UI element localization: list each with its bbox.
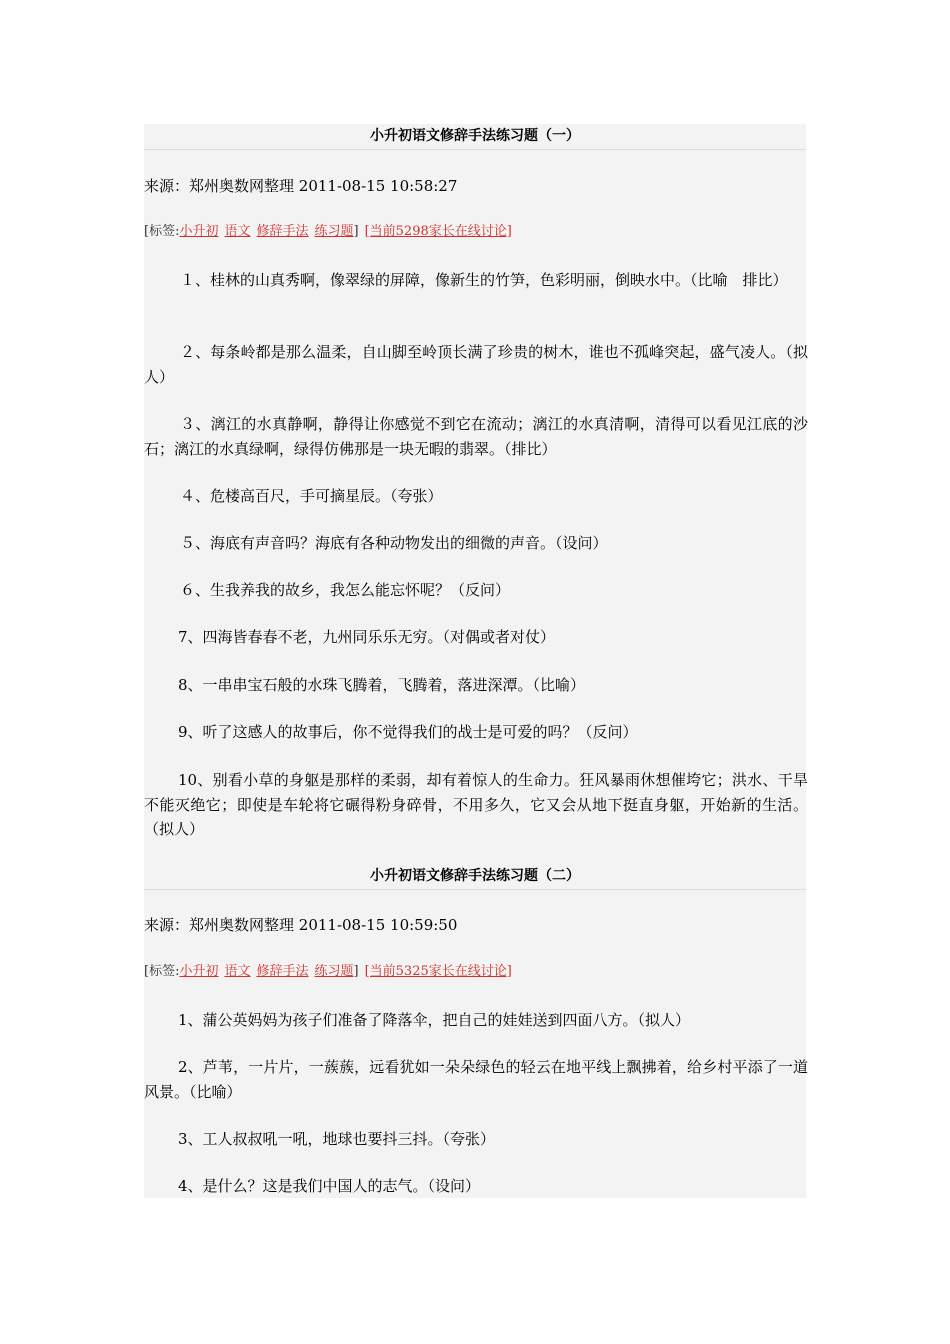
tag-link[interactable]: 小升初 <box>179 224 219 239</box>
section2-source: 来源：郑州奥数网整理 2011-08-15 10:59:50 <box>144 916 458 934</box>
exercise-item: 1、蒲公英妈妈为孩子们准备了降落伞，把自己的娃娃送到四面八方。（拟人） <box>178 1011 691 1029</box>
exercise-item: 9、听了这感人的故事后，你不觉得我们的战士是可爱的吗？（反问） <box>178 723 638 741</box>
exercise-item: 8、一串串宝石般的水珠飞腾着，飞腾着，落进深潭。（比喻） <box>178 676 586 694</box>
section1-tags <box>144 223 512 241</box>
exercise-item: ５、海底有声音吗？海底有各种动物发出的细微的声音。（设问） <box>180 534 608 552</box>
tag-link[interactable]: 练习题 <box>314 964 354 979</box>
section2-title: 小升初语文修辞手法练习题（二） <box>144 864 806 890</box>
exercise-item: １、桂林的山真秀啊，像翠绿的屏障，像新生的竹笋，色彩明丽，倒映水中。（比喻 排比） <box>180 271 788 289</box>
tag-link[interactable]: 修辞手法 <box>256 224 309 239</box>
tag-link[interactable]: 语文 <box>224 224 251 239</box>
tag-link[interactable]: 修辞手法 <box>256 964 309 979</box>
tags-prefix: [标签: <box>144 964 180 979</box>
tag-link[interactable]: 语文 <box>224 964 251 979</box>
discussion-link[interactable]: [当前5325家长在线讨论] <box>364 964 512 979</box>
section1-source: 来源：郑州奥数网整理 2011-08-15 10:58:27 <box>144 177 458 195</box>
tags-suffix: ] <box>353 964 359 979</box>
section1-title: 小升初语文修辞手法练习题（一） <box>144 124 806 150</box>
exercise-item: 10、别看小草的身躯是那样的柔弱，却有着惊人的生命力。狂风暴雨休想催垮它；洪水、干旱不能灭绝它；即使是车轮将它碾得粉身碎骨，不用多久，它又会从地下挺直身躯，开始新的生活。（拟人） <box>144 771 808 838</box>
exercise-item: 2、芦苇，一片片，一蔟蔟，远看犹如一朵朵绿色的轻云在地平线上飘拂着，给乡村平添了一道风景。（比喻） <box>144 1058 808 1101</box>
exercise-item: 4、是什么？这是我们中国人的志气。（设问） <box>178 1177 481 1195</box>
exercise-item: 3、工人叔叔吼一吼，地球也要抖三抖。（夸张） <box>178 1130 496 1148</box>
exercise-item: ２、每条岭都是那么温柔，自山脚至岭顶长满了珍贵的树木，谁也不孤峰突起，盛气凌人。（拟人） <box>144 343 808 386</box>
exercise-item: ４、危楼高百尺，手可摘星辰。（夸张） <box>180 487 443 505</box>
exercise-item: 7、四海皆春春不老，九州同乐乐无穷。（对偶或者对仗） <box>178 628 556 646</box>
discussion-link[interactable]: [当前5298家长在线讨论] <box>364 224 512 239</box>
exercise-item: ３、漓江的水真静啊，静得让你感觉不到它在流动；漓江的水真清啊，清得可以看见江底的沙石；漓江的水真绿啊，绿得仿佛那是一块无暇的翡翠。（排比） <box>144 415 808 458</box>
tags-suffix: ] <box>353 224 359 239</box>
exercise-item: ６、生我养我的故乡，我怎么能忘怀呢？（反问） <box>180 581 511 599</box>
tag-link[interactable]: 小升初 <box>179 964 219 979</box>
tag-link[interactable]: 练习题 <box>314 224 354 239</box>
tags-prefix: [标签: <box>144 224 180 239</box>
section2-tags <box>144 963 512 981</box>
